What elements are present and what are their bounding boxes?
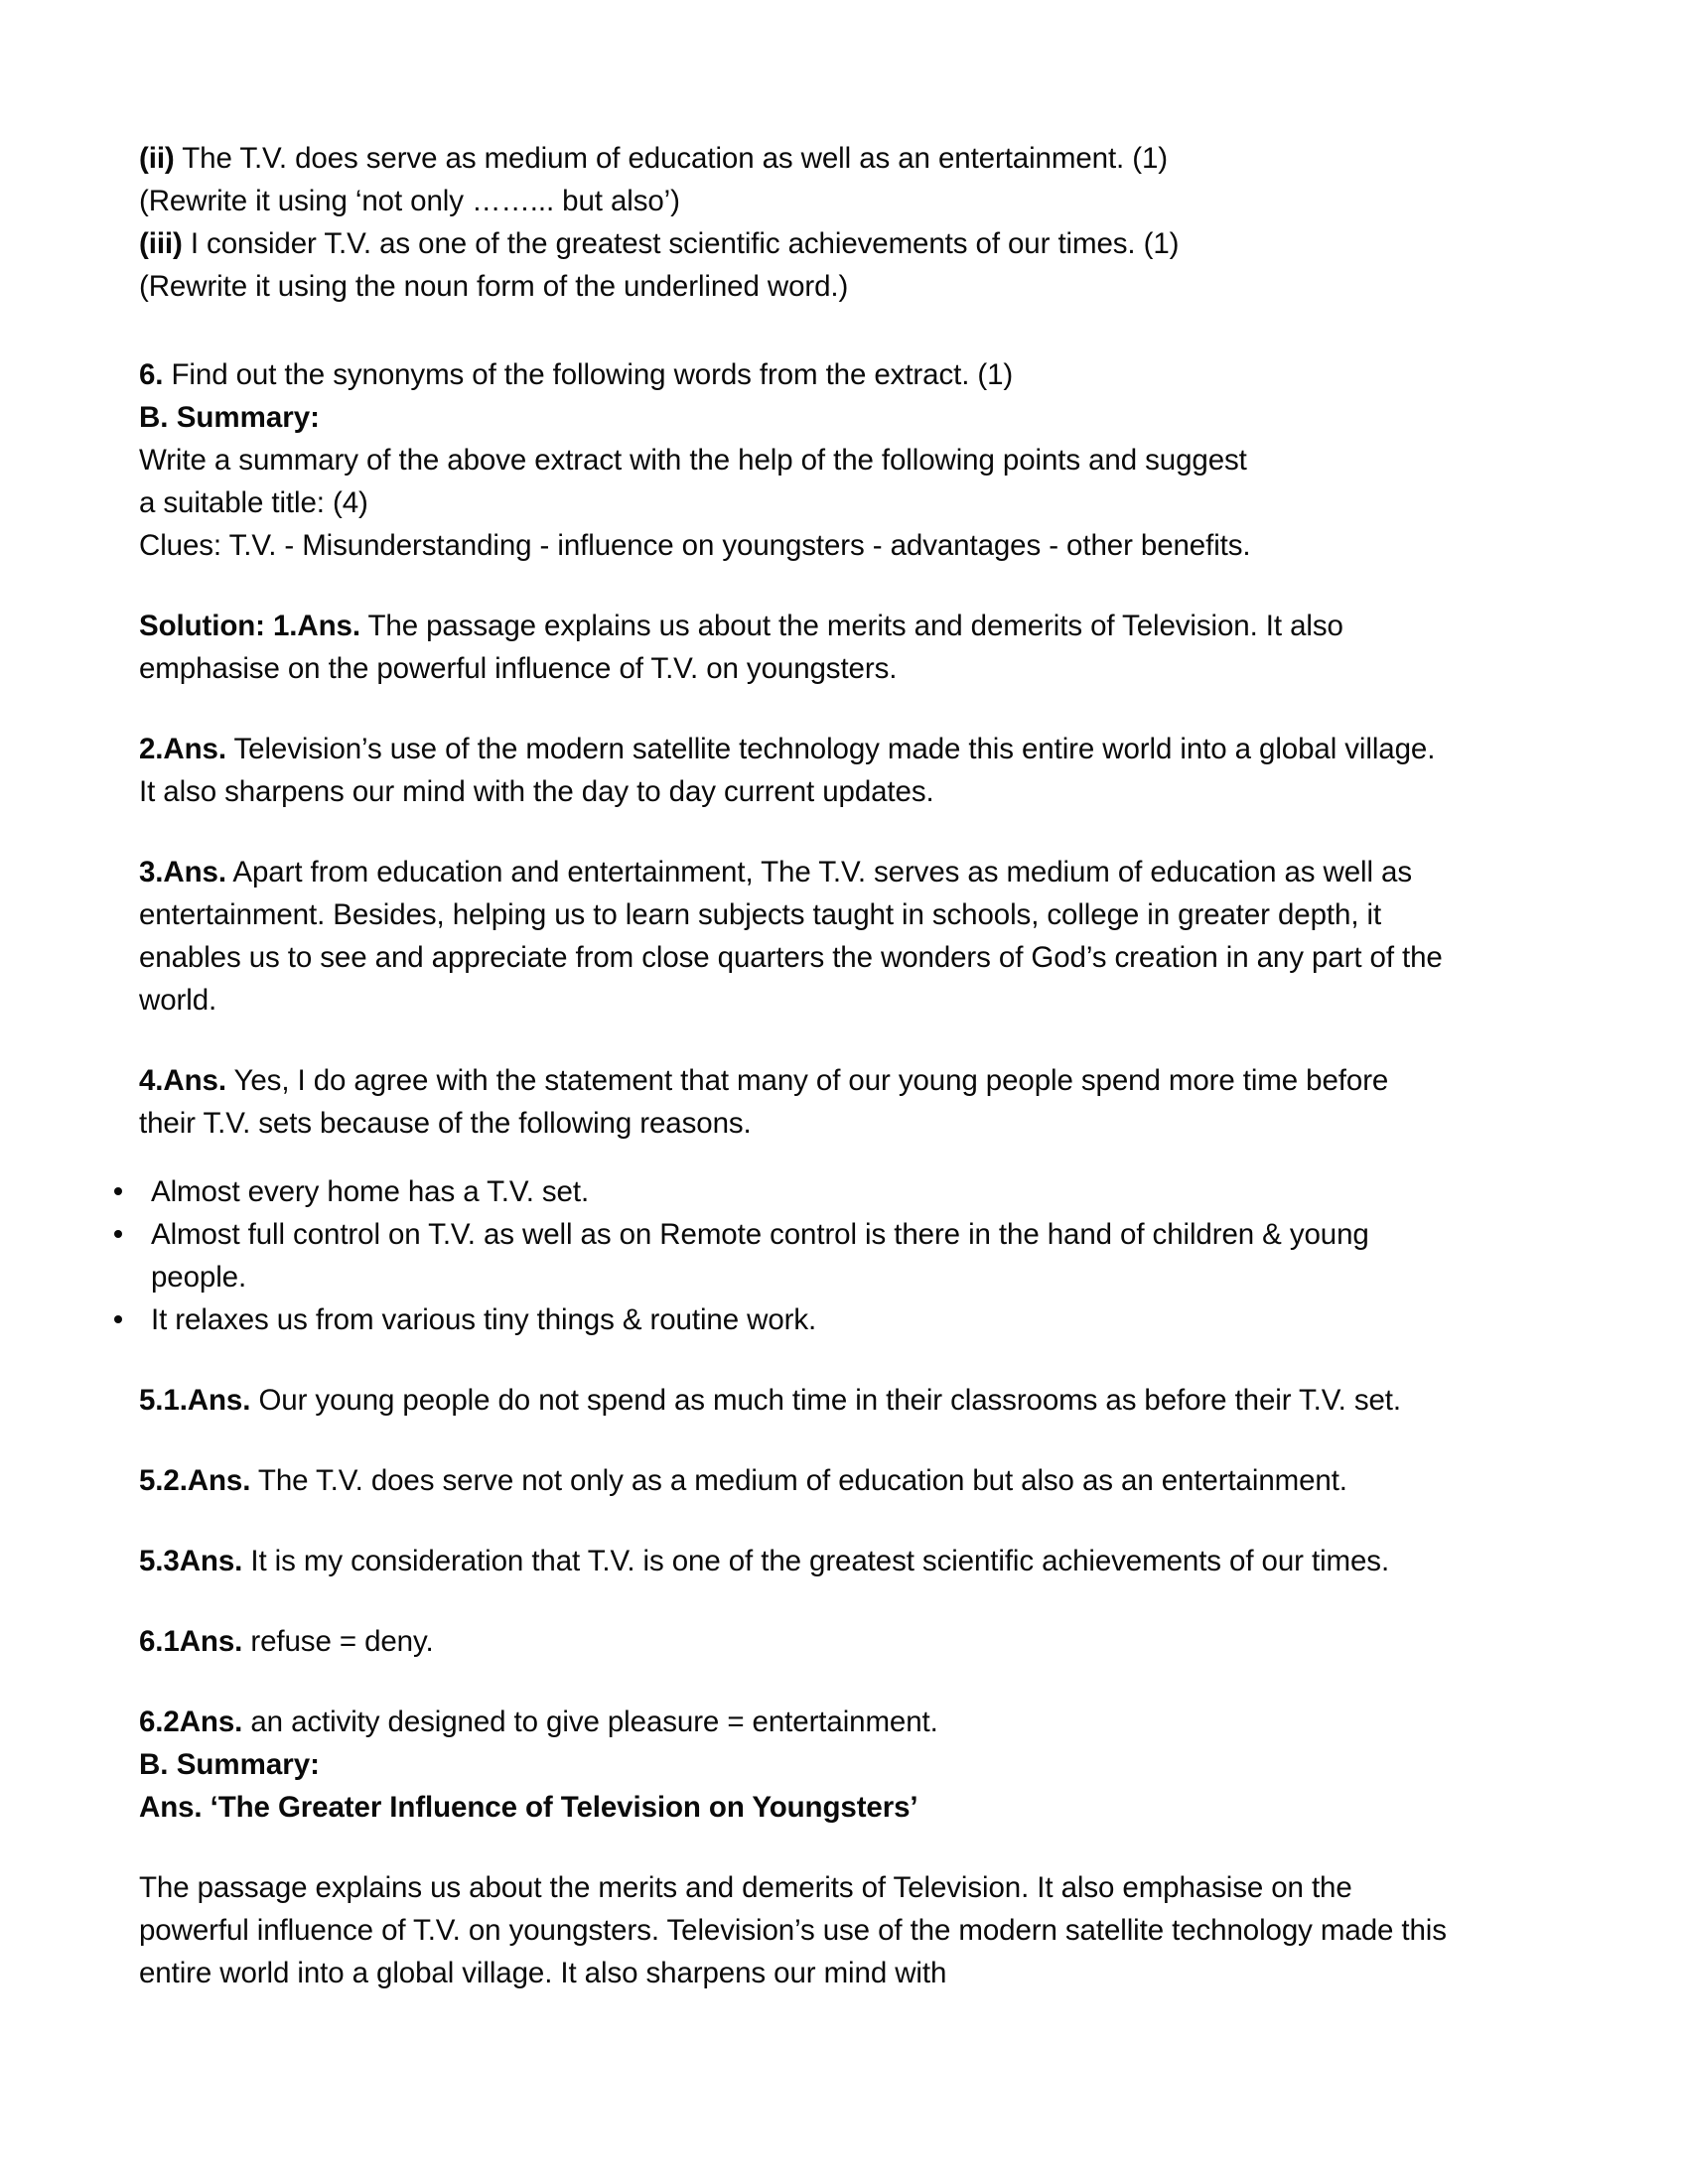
answer-5-3-text: It is my consideration that T.V. is one of the greatest scientific achievements of our times. xyxy=(250,1545,1390,1577)
question-iii-instruction: (Rewrite it using the noun form of the underlined word.) xyxy=(139,270,849,303)
list-item-text: Almost full control on T.V. as well as on Remote control is there in the hand of children & young people. xyxy=(151,1218,1369,1294)
question-ii-text: The T.V. does serve as medium of education as well as an entertainment. (1) xyxy=(182,142,1168,175)
answer-1 xyxy=(139,605,1450,690)
answer-4-label: 4.Ans. xyxy=(139,1064,226,1097)
question-6-text: Find out the synonyms of the following words from the extract. (1) xyxy=(171,358,1014,391)
answer-6-2-label: 6.2Ans. xyxy=(139,1706,243,1738)
bullet-dot-icon xyxy=(114,1230,122,1238)
answer-5-1-label: 5.1.Ans. xyxy=(139,1384,251,1417)
question-6-number: 6. xyxy=(139,358,164,391)
answer-2-label: 2.Ans. xyxy=(139,733,226,765)
answer-5-1-text: Our young people do not spend as much time in their classrooms as before their T.V. set. xyxy=(258,1384,1401,1417)
question-6 xyxy=(139,353,1450,396)
summary-answer-title: Ans. ‘The Greater Influence of Television on Youngsters’ xyxy=(139,1791,918,1824)
summary-prompt-heading: B. Summary: xyxy=(139,401,320,434)
list-item xyxy=(104,1213,1450,1298)
question-ii-instruction: (Rewrite it using ‘not only ……... but also’) xyxy=(139,185,680,217)
answer-6-2 xyxy=(139,1701,1450,1743)
question-iii xyxy=(139,222,1450,265)
question-iii-text: I consider T.V. as one of the greatest scientific achievements of our times. (1) xyxy=(190,227,1180,260)
list-item-text: Almost every home has a T.V. set. xyxy=(151,1175,590,1208)
bullet-dot-icon xyxy=(114,1315,122,1323)
answer-5-2-text: The T.V. does serve not only as a medium of education but also as an entertainment. xyxy=(257,1464,1347,1497)
answer-3-text: Apart from education and entertainment, The T.V. serves as medium of education as well as entertainment. Besides, helping us to learn subjects taught in schools, college in greater depth, it enables us to see and appreciate from close quarters the wonders of God’s creation in any part of the world. xyxy=(139,856,1443,1017)
answer-4 xyxy=(139,1059,1450,1145)
answer-6-2-text: an activity designed to give pleasure = entertainment. xyxy=(250,1706,938,1738)
answer-5-1 xyxy=(139,1379,1450,1422)
answer-2-text: Television’s use of the modern satellite technology made this entire world into a global village. It also sharpens our mind with the day to day current updates. xyxy=(139,733,1436,808)
answer-6-1 xyxy=(139,1620,1450,1663)
reason-bullet-list xyxy=(139,1170,1450,1341)
bullet-dot-icon xyxy=(114,1187,122,1195)
summary-prompt-line1: Write a summary of the above extract with the help of the following points and suggest xyxy=(139,444,1247,477)
answer-6-1-text: refuse = deny. xyxy=(250,1625,434,1658)
summary-prompt-clues: Clues: T.V. - Misunderstanding - influence on youngsters - advantages - other benefits. xyxy=(139,529,1251,562)
summary-answer-heading: B. Summary: xyxy=(139,1748,320,1781)
answer-4-text: Yes, I do agree with the statement that many of our young people spend more time before their T.V. sets because of the following reasons. xyxy=(139,1064,1389,1140)
summary-prompt-line2: a suitable title: (4) xyxy=(139,486,368,519)
question-ii xyxy=(139,137,1450,180)
document-body xyxy=(139,137,1450,1994)
summary-answer-paragraph: The passage explains us about the merits and demerits of Television. It also emphasise on the powerful influence of T.V. on youngsters. Television’s use of the modern satellite technology made this entire world into a global village. It also sharpens our mind with xyxy=(139,1871,1447,1989)
answer-5-2 xyxy=(139,1459,1450,1502)
list-item xyxy=(104,1298,1450,1341)
list-item-text: It relaxes us from various tiny things & routine work. xyxy=(151,1303,817,1336)
answer-5-3 xyxy=(139,1540,1450,1582)
answer-6-1-label: 6.1Ans. xyxy=(139,1625,243,1658)
list-item xyxy=(104,1170,1450,1213)
question-ii-label: (ii) xyxy=(139,142,175,175)
question-iii-label: (iii) xyxy=(139,227,183,260)
answer-5-2-label: 5.2.Ans. xyxy=(139,1464,251,1497)
answer-3 xyxy=(139,851,1450,1022)
answer-1-label: Solution: 1.Ans. xyxy=(139,610,360,642)
answer-5-3-label: 5.3Ans. xyxy=(139,1545,243,1577)
answer-2 xyxy=(139,728,1450,813)
answer-3-label: 3.Ans. xyxy=(139,856,226,888)
answer-1-text: The passage explains us about the merits and demerits of Television. It also emphasise on the powerful influence of T.V. on youngsters. xyxy=(139,610,1343,685)
